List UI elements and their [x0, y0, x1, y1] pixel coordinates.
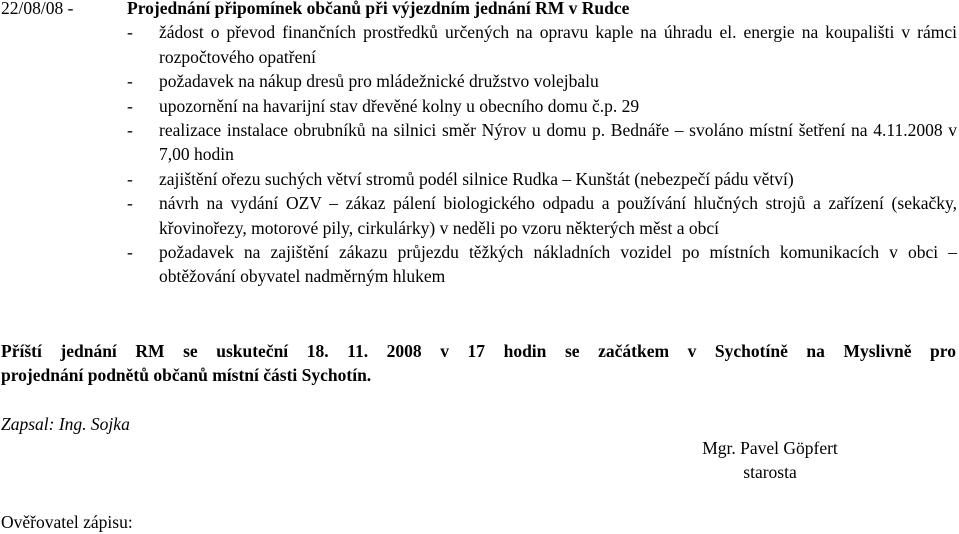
entry-date: 22/08/08 -	[1, 0, 74, 18]
list-item	[127, 69, 957, 93]
list-item-text: návrh na vydání OZV – zákaz pálení biologického odpadu a používání hlučných strojů a zařízení (sekačky, křovinořezy, motorové pily, cirkulárky) v neděli po vzoru některých měst a obcí	[159, 193, 957, 238]
next-meeting-line-1: Příští jednání RM se uskuteční 18. 11. 2008 v 17 hodin se začátkem v Sychotíně na Myslivně pro	[1, 341, 956, 361]
list-item-text: realizace instalace obrubníků na silnici směr Nýrov u domu p. Bednáře – svoláno místní šetření na 4.11.2008 v 7,00 hodin	[159, 120, 957, 165]
list-item	[127, 167, 957, 191]
signer-name: Mgr. Pavel Göpfert	[702, 438, 838, 458]
list-item	[127, 118, 957, 167]
list-item-text: požadavek na nákup dresů pro mládežnické družstvo volejbalu	[159, 71, 599, 92]
list-item	[127, 94, 957, 118]
list-dash: -	[127, 120, 133, 141]
verifiers-label: Ověřovatel zápisu:	[1, 512, 133, 532]
list-item	[127, 240, 957, 289]
list-dash: -	[127, 95, 133, 116]
list-item-text: žádost o převod finančních prostředků určených na opravu kaple na úhradu el. energie na koupališti v rámci rozpočtového opatření	[159, 22, 957, 67]
entry-heading: Projednání připomínek občanů při výjezdním jednání RM v Rudce	[127, 0, 630, 18]
signature-block	[620, 436, 920, 485]
list-item-text: upozornění na havarijní stav dřevěné kolny u obecního domu č.p. 29	[159, 95, 640, 116]
list-item-text: zajištění ořezu suchých větví stromů podél silnice Rudka – Kunštát (nebezpečí pádu větví)	[159, 168, 794, 189]
list-dash: -	[127, 193, 133, 214]
list-item	[127, 191, 957, 240]
list-dash: -	[127, 242, 133, 263]
next-meeting-notice	[1, 339, 956, 388]
list-item-text: požadavek na zajištění zákazu průjezdu těžkých nákladních vozidel po místních komunikacích v obci – obtěžování obyvatel nadměrným hlukem	[159, 242, 957, 287]
entry-content	[127, 0, 957, 289]
list-item	[127, 20, 957, 69]
list-dash: -	[127, 168, 133, 189]
list-dash: -	[127, 71, 133, 92]
next-meeting-line-2: projednání podnětů občanů místní části Sychotín.	[1, 365, 372, 386]
signer-title: starosta	[743, 462, 797, 483]
recorded-by: Zapsal: Ing. Sojka	[1, 414, 130, 434]
list-dash: -	[127, 22, 133, 43]
